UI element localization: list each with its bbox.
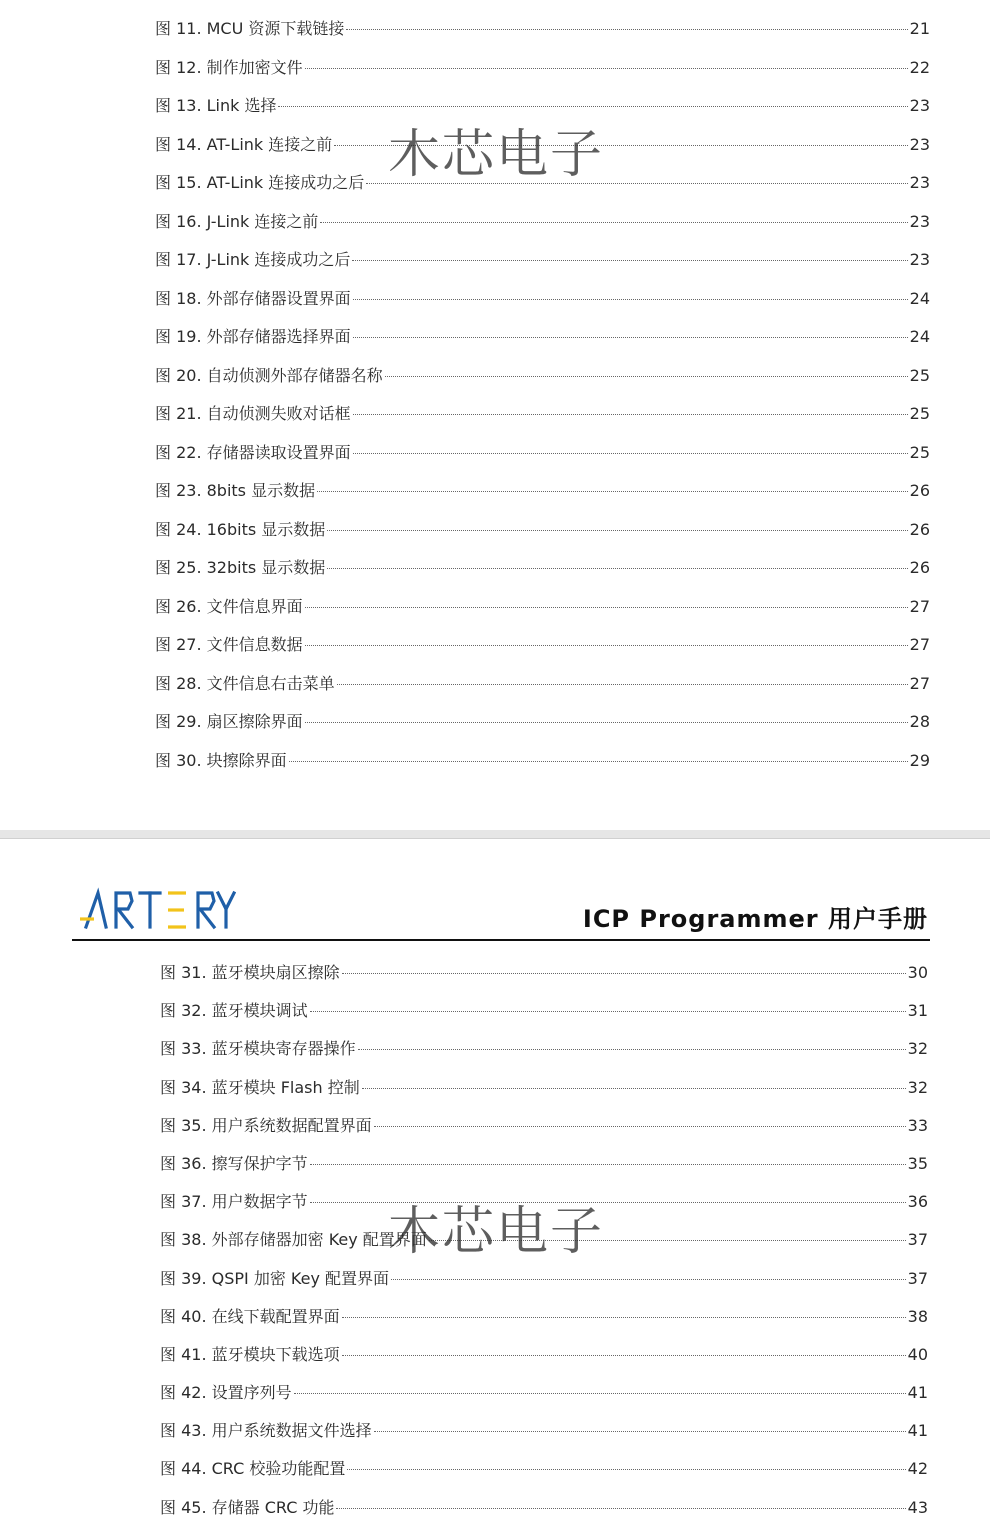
dot-leader xyxy=(310,1163,906,1165)
toc-entry-page-number: 25 xyxy=(909,365,930,385)
toc-entry-page-number: 29 xyxy=(909,750,930,770)
toc-entry-page-number: 40 xyxy=(907,1344,928,1364)
toc-entry-page-number: 26 xyxy=(909,519,930,539)
dot-leader xyxy=(317,490,908,492)
toc-entry[interactable] xyxy=(155,588,930,627)
toc-entry-label: 图 43. 用户系统数据文件选择 xyxy=(160,1421,372,1441)
dot-leader xyxy=(294,1392,906,1394)
dot-leader xyxy=(327,567,907,569)
toc-entry-page-number: 41 xyxy=(907,1383,928,1403)
toc-entry-label: 图 13. Link 选择 xyxy=(155,96,277,115)
toc-entry-label: 图 28. 文件信息右击菜单 xyxy=(155,673,335,693)
dot-leader xyxy=(305,721,908,723)
dot-leader xyxy=(310,1010,906,1012)
toc-entry[interactable] xyxy=(155,665,930,704)
toc-entry[interactable] xyxy=(155,318,930,357)
toc-entry-page-number: 32 xyxy=(907,1077,928,1097)
dot-leader xyxy=(342,1354,906,1356)
toc-entry[interactable] xyxy=(160,1298,928,1336)
dot-leader xyxy=(385,375,908,377)
toc-entry[interactable] xyxy=(160,1145,928,1183)
dot-leader xyxy=(327,529,907,531)
toc-entry-page-number: 25 xyxy=(909,442,930,462)
toc-entry-label: 图 37. 用户数据字节 xyxy=(160,1192,308,1212)
toc-entry-page-number: 23 xyxy=(909,250,930,269)
toc-entry[interactable] xyxy=(155,357,930,396)
toc-entry-label: 图 12. 制作加密文件 xyxy=(155,57,303,77)
toc-entry-page-number: 37 xyxy=(907,1268,928,1288)
toc-entry[interactable] xyxy=(155,126,930,165)
toc-entry-label: 图 20. 自动侦测外部存储器名称 xyxy=(155,365,383,385)
toc-entry-label: 图 29. 扇区擦除界面 xyxy=(155,712,303,731)
toc-entry-label: 图 32. 蓝牙模块调试 xyxy=(160,1001,308,1021)
toc-entry-page-number: 28 xyxy=(909,712,930,731)
toc-entry[interactable] xyxy=(155,10,930,49)
watermark: 木芯电子 xyxy=(388,125,605,185)
toc-entry-page-number: 31 xyxy=(907,1001,928,1021)
figure-list-page-2 xyxy=(160,954,928,1527)
toc-entry-page-number: 33 xyxy=(907,1115,928,1135)
toc-entry[interactable] xyxy=(155,742,930,781)
toc-entry[interactable] xyxy=(155,87,930,126)
toc-entry[interactable] xyxy=(155,395,930,434)
toc-entry-label: 图 17. J-Link 连接成功之后 xyxy=(155,250,351,269)
toc-entry[interactable] xyxy=(160,1260,928,1298)
watermark: 木芯电子 xyxy=(388,1202,605,1262)
toc-entry-page-number: 22 xyxy=(909,57,930,77)
toc-entry-label: 图 38. 外部存储器加密 Key 配置界面 xyxy=(160,1230,427,1250)
dot-leader xyxy=(374,1125,906,1127)
toc-entry[interactable] xyxy=(155,203,930,242)
toc-entry-label: 图 31. 蓝牙模块扇区擦除 xyxy=(160,963,340,982)
toc-entry[interactable] xyxy=(155,49,930,88)
toc-entry-page-number: 41 xyxy=(907,1421,928,1441)
toc-entry-label: 图 18. 外部存储器设置界面 xyxy=(155,288,351,308)
dot-leader xyxy=(391,1278,906,1280)
toc-entry-label: 图 19. 外部存储器选择界面 xyxy=(155,327,351,346)
toc-entry-page-number: 24 xyxy=(909,288,930,308)
toc-entry[interactable] xyxy=(155,280,930,319)
dot-leader xyxy=(336,1507,905,1509)
dot-leader xyxy=(374,1430,906,1432)
toc-entry-page-number: 27 xyxy=(909,635,930,654)
toc-entry-label: 图 16. J-Link 连接之前 xyxy=(155,211,319,231)
toc-entry-label: 图 14. AT-Link 连接之前 xyxy=(155,134,333,154)
toc-entry-label: 图 36. 擦写保护字节 xyxy=(160,1153,308,1173)
toc-entry[interactable] xyxy=(160,1069,928,1107)
dot-leader xyxy=(310,1201,906,1203)
page-header xyxy=(72,879,930,941)
toc-entry-label: 图 30. 块擦除界面 xyxy=(155,750,287,770)
dot-leader xyxy=(342,972,906,974)
document-title: ICP Programmer 用户手册 xyxy=(582,905,928,933)
dot-leader xyxy=(353,413,908,415)
toc-entry-label: 图 15. AT-Link 连接成功之后 xyxy=(155,173,365,192)
toc-entry[interactable] xyxy=(155,241,930,280)
toc-entry-label: 图 11. MCU 资源下载链接 xyxy=(155,19,345,38)
toc-entry[interactable] xyxy=(160,1030,928,1068)
toc-entry-page-number: 43 xyxy=(907,1497,928,1517)
toc-entry-page-number: 23 xyxy=(909,96,930,115)
toc-entry-label: 图 35. 用户系统数据配置界面 xyxy=(160,1115,372,1135)
toc-entry[interactable] xyxy=(155,164,930,203)
dot-leader xyxy=(305,67,908,69)
dot-leader xyxy=(346,28,907,30)
toc-entry[interactable] xyxy=(160,1336,928,1374)
toc-entry[interactable] xyxy=(155,549,930,588)
toc-entry-page-number: 32 xyxy=(907,1039,928,1059)
toc-entry-page-number: 23 xyxy=(909,211,930,231)
toc-entry-label: 图 44. CRC 校验功能配置 xyxy=(160,1459,346,1479)
toc-entry-label: 图 45. 存储器 CRC 功能 xyxy=(160,1497,335,1517)
dot-leader xyxy=(334,144,907,146)
toc-entry-label: 图 41. 蓝牙模块下载选项 xyxy=(160,1344,340,1364)
toc-entry-label: 图 40. 在线下载配置界面 xyxy=(160,1306,340,1326)
dot-leader xyxy=(353,298,908,300)
dot-leader xyxy=(358,1048,906,1050)
dot-leader xyxy=(353,452,908,454)
toc-entry-label: 图 22. 存储器读取设置界面 xyxy=(155,442,351,462)
toc-entry-label: 图 33. 蓝牙模块寄存器操作 xyxy=(160,1039,356,1059)
dot-leader xyxy=(278,105,907,107)
toc-entry-label: 图 34. 蓝牙模块 Flash 控制 xyxy=(160,1077,360,1097)
dot-leader xyxy=(352,259,907,261)
toc-entry-label: 图 25. 32bits 显示数据 xyxy=(155,558,326,577)
document-page-2 xyxy=(0,838,990,1534)
dot-leader xyxy=(320,221,907,223)
toc-entry-label: 图 26. 文件信息界面 xyxy=(155,596,303,616)
toc-entry-page-number: 24 xyxy=(909,327,930,346)
toc-entry-page-number: 26 xyxy=(909,558,930,577)
toc-entry-page-number: 30 xyxy=(907,963,928,982)
dot-leader xyxy=(342,1316,906,1318)
toc-entry-label: 图 21. 自动侦测失败对话框 xyxy=(155,404,351,423)
toc-entry-label: 图 27. 文件信息数据 xyxy=(155,635,303,654)
toc-entry-label: 图 42. 设置序列号 xyxy=(160,1383,292,1403)
toc-entry-page-number: 25 xyxy=(909,404,930,423)
dot-leader xyxy=(353,336,908,338)
toc-entry[interactable] xyxy=(155,511,930,550)
toc-entry-label: 图 23. 8bits 显示数据 xyxy=(155,481,316,500)
toc-entry-label: 图 24. 16bits 显示数据 xyxy=(155,519,326,539)
toc-entry[interactable] xyxy=(160,1450,928,1488)
toc-entry[interactable] xyxy=(160,954,928,992)
toc-entry-page-number: 23 xyxy=(909,134,930,154)
dot-leader xyxy=(289,760,908,762)
toc-entry-page-number: 35 xyxy=(907,1153,928,1173)
toc-entry-page-number: 27 xyxy=(909,596,930,616)
toc-entry-page-number: 37 xyxy=(907,1230,928,1250)
toc-entry[interactable] xyxy=(160,1183,928,1221)
toc-entry-page-number: 21 xyxy=(909,19,930,38)
dot-leader xyxy=(366,182,907,184)
dot-leader xyxy=(347,1468,905,1470)
toc-entry[interactable] xyxy=(160,1221,928,1259)
toc-entry[interactable] xyxy=(155,626,930,665)
dot-leader xyxy=(337,683,908,685)
toc-entry[interactable] xyxy=(155,703,930,742)
toc-entry[interactable] xyxy=(160,1107,928,1145)
toc-entry-page-number: 26 xyxy=(909,481,930,500)
toc-entry[interactable] xyxy=(160,992,928,1030)
dot-leader xyxy=(305,606,908,608)
dot-leader xyxy=(429,1239,906,1241)
artery-logo xyxy=(76,887,236,931)
toc-entry-page-number: 36 xyxy=(907,1192,928,1212)
dot-leader xyxy=(305,644,908,646)
toc-entry-page-number: 42 xyxy=(907,1459,928,1479)
toc-entry[interactable] xyxy=(160,1489,928,1527)
toc-entry[interactable] xyxy=(160,1374,928,1412)
toc-entry-page-number: 23 xyxy=(909,173,930,192)
figure-list-page-1 xyxy=(155,10,930,780)
toc-entry-label: 图 39. QSPI 加密 Key 配置界面 xyxy=(160,1268,390,1288)
dot-leader xyxy=(362,1087,906,1089)
toc-entry-page-number: 38 xyxy=(907,1306,928,1326)
toc-entry[interactable] xyxy=(160,1412,928,1450)
toc-entry[interactable] xyxy=(155,434,930,473)
toc-entry[interactable] xyxy=(155,472,930,511)
toc-entry-page-number: 27 xyxy=(909,673,930,693)
